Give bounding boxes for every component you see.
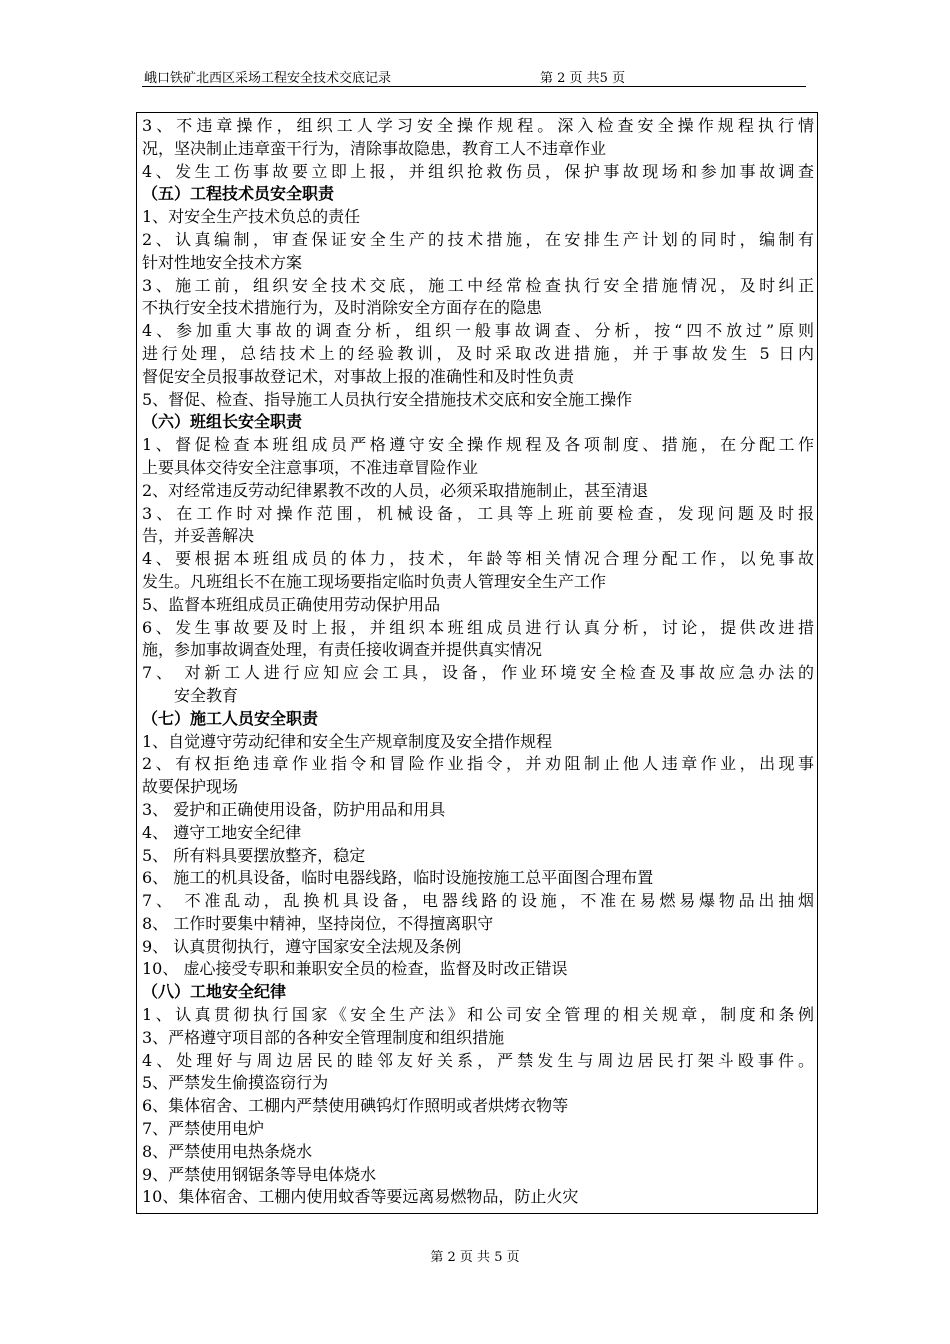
text-line: 5、 所有料具要摆放整齐，稳定: [142, 845, 366, 865]
text-line: 8、 工作时要集中精神，坚持岗位，不得擅离职守: [142, 913, 494, 933]
document-title: 峨口铁矿北西区采场工程安全技术交底记录: [144, 71, 392, 86]
text-line: 况，坚决制止违章蛮干行为，清除事故隐患，教育工人不违章作业: [142, 138, 607, 158]
content-frame: [136, 112, 818, 1214]
text-line: 2、对经常违反劳动纪律累教不改的人员，必须采取措施制止，甚至清退: [142, 480, 649, 500]
text-line: 上要具体交待安全注意事项，不准违章冒险作业: [142, 457, 479, 477]
section-heading: （五）工程技术员安全职责: [142, 184, 335, 204]
page-header: [142, 66, 806, 87]
text-line: 6、 施工的机具设备，临时电器线路，临时设施按施工总平面图合理布置: [142, 868, 654, 888]
text-line: 7、严禁使用电炉: [142, 1119, 265, 1139]
text-line: 2、有权拒绝违章作业指令和冒险作业指令，并劝阻制止他人违章作业，出现事: [142, 754, 814, 774]
text-line: 2、认真编制，审查保证安全生产的技术措施，在安排生产计划的同时，编制有: [142, 229, 814, 249]
section-heading: （八）工地安全纪律: [142, 982, 287, 1002]
text-line: 4、发生工伤事故要立即上报，并组织抢救伤员，保护事故现场和参加事故调查: [142, 161, 814, 181]
text-line: 进行处理，总结技术上的经验教训，及时采取改进措施，并于事故发生 5 日内: [142, 343, 814, 363]
text-line: 不执行安全技术措施行为，及时消除安全方面存在的隐患: [142, 298, 543, 318]
section-heading: （六）班组长安全职责: [142, 412, 303, 432]
text-line: 9、 认真贯彻执行，遵守国家安全法规及条例: [142, 936, 462, 956]
text-line: 3、在工作时对操作范围，机械设备，工具等上班前要检查，发现问题及时报: [142, 503, 814, 523]
text-line: 5、督促、检查、指导施工人员执行安全措施技术交底和安全施工操作: [142, 389, 633, 409]
text-line: 1、认真贯彻执行国家《安全生产法》和公司安全管理的相关规章，制度和条例: [142, 1005, 814, 1025]
header-page-number: 第 2 页 共5 页: [540, 71, 626, 86]
text-line: 10、 虚心接受专职和兼职安全员的检查，监督及时改正错误: [142, 959, 568, 979]
text-line: 针对性地安全技术方案: [142, 252, 303, 272]
text-line: 3、施工前，组织安全技术交底，施工中经常检查执行安全措施情况，及时纠正: [142, 275, 814, 295]
text-line: 4、要根据本班组成员的体力，技术，年龄等相关情况合理分配工作，以免事故: [142, 549, 814, 569]
content-lines: [142, 115, 814, 1209]
text-line: 6、集体宿舍、工棚内严禁使用碘钨灯作照明或者烘烤衣物等: [142, 1096, 569, 1116]
text-line: 8、严禁使用电热条烧水: [142, 1141, 313, 1161]
text-line: 1、督促检查本班组成员严格遵守安全操作规程及各项制度、措施，在分配工作: [142, 435, 814, 455]
text-line: 安全教育: [174, 685, 239, 705]
text-line: 1、对安全生产技术负总的责任: [142, 207, 361, 227]
text-line: 5、严禁发生偷摸盗窃行为: [142, 1073, 329, 1093]
text-line: 4、 遵守工地安全纪律: [142, 822, 302, 842]
section-heading: （七）施工人员安全职责: [142, 708, 319, 728]
text-line: 发生。凡班组长不在施工现场要指定临时负责人管理安全生产工作: [142, 571, 607, 591]
text-line: 10、集体宿舍、工棚内使用蚊香等要远离易燃物品，防止火灾: [142, 1187, 579, 1207]
text-line: 7、 对新工人进行应知应会工具，设备，作业环境安全检查及事故应急办法的: [142, 663, 814, 683]
text-line: 督促安全员报事故登记术，对事故上报的准确性和及时性负责: [142, 366, 575, 386]
text-line: 施，参加事故调查处理，有责任接收调查并提供真实情况: [142, 640, 543, 660]
text-line: 3、 爱护和正确使用设备，防护用品和用具: [142, 799, 446, 819]
page-footer: 第 2 页 共 5 页: [430, 1250, 520, 1265]
text-line: 5、监督本班组成员正确使用劳动保护用品: [142, 594, 441, 614]
text-line: 4、处理好与周边居民的睦邻友好关系，严禁发生与周边居民打架斗殴事件。: [142, 1050, 814, 1070]
text-line: 故要保护现场: [142, 777, 239, 797]
text-line: 3、严格遵守项目部的各种安全管理制度和组织措施: [142, 1027, 505, 1047]
text-line: 6、发生事故要及时上报，并组织本班组成员进行认真分析，讨论，提供改进措: [142, 617, 814, 637]
text-line: 7、 不准乱动，乱换机具设备，电器线路的设施，不准在易燃易爆物品出抽烟: [142, 891, 814, 911]
text-line: 3、不违章操作，组织工人学习安全操作规程。深入检查安全操作规程执行情: [142, 116, 814, 135]
text-line: 9、严禁使用钢锯条等导电体烧水: [142, 1164, 377, 1184]
text-line: 4、参加重大事故的调查分析，组织一般事故调查、分析，按“四不放过”原则: [142, 321, 814, 341]
text-line: 1、自觉遵守劳动纪律和安全生产规章制度及安全措作规程: [142, 731, 553, 751]
text-line: 告，并妥善解决: [142, 526, 255, 546]
